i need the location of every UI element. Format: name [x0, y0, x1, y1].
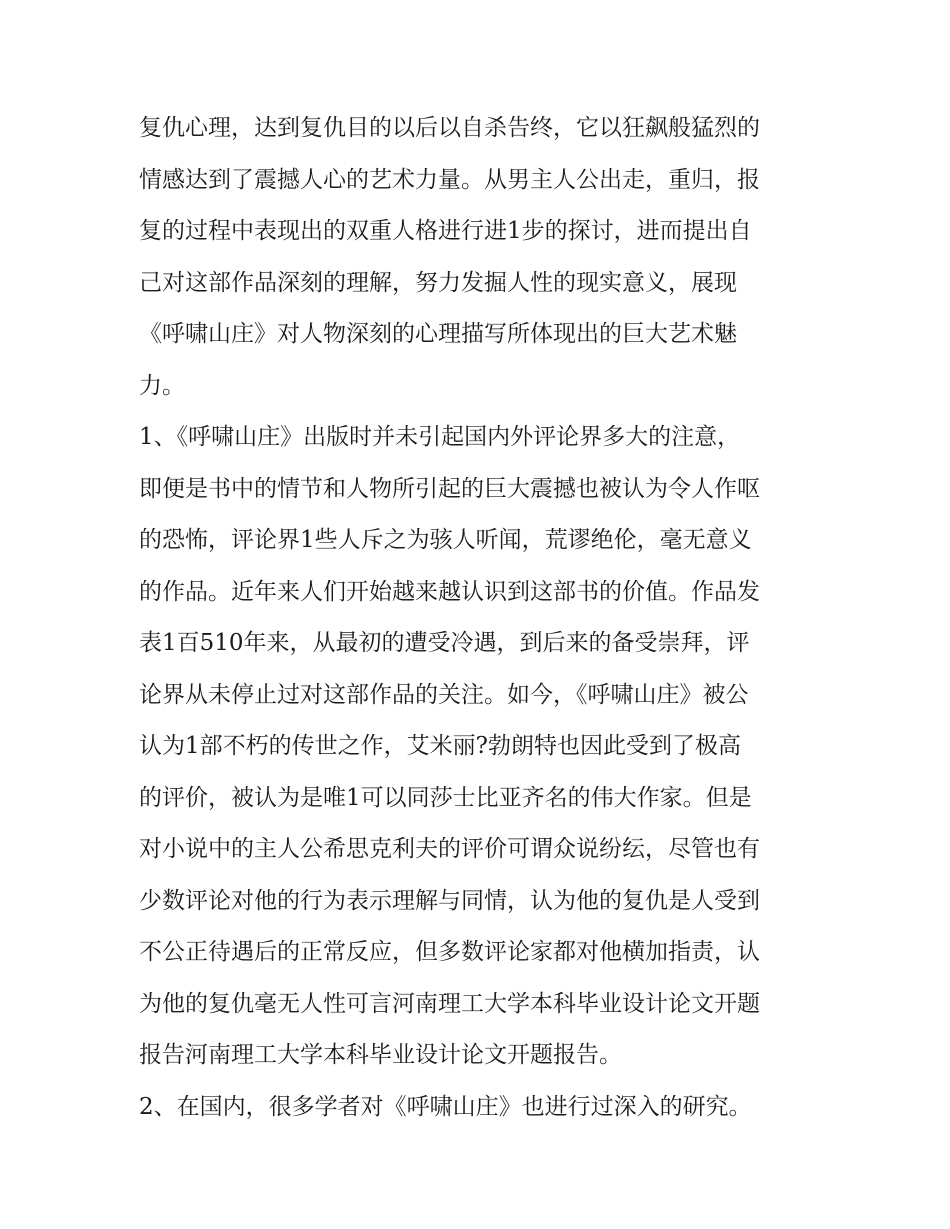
- text-line: 复的过程中表现出的双重人格进行进1步的探讨，进而提出自: [139, 218, 752, 244]
- text-line: 论界从未停止过对这部作品的关注。如今，《呼啸山庄》被公: [139, 681, 749, 708]
- text-line: 少数评论对他的行为表示理解与同情，认为他的复仇是人受到: [139, 887, 760, 914]
- text-line: 认为1部不朽的传世之作，艾米丽?勃朗特也因此受到了极高: [139, 733, 741, 759]
- text-line: 对小说中的主人公希思克利夫的评价可谓众说纷纭，尽管也有: [139, 836, 760, 862]
- text-line: 复仇心理，达到复仇目的以后以自杀告终，它以狂飙般猛烈的: [139, 115, 760, 141]
- text-line: 报告河南理工大学本科毕业设计论文开题报告。: [139, 1042, 622, 1068]
- text-line: 即便是书中的情节和人物所引起的巨大震撼也被认为令人作呕: [139, 475, 760, 502]
- text-line: 表1百510年来，从最初的遭受冷遇，到后来的备受崇拜，评: [139, 630, 750, 656]
- document-body: [139, 103, 819, 1133]
- text-line: 的恐怖，评论界1些人斥之为骇人听闻，荒谬绝伦，毫无意义: [139, 527, 752, 553]
- text-line: 为他的复仇毫无人性可言河南理工大学本科毕业设计论文开题: [139, 990, 760, 1017]
- text-line: 不公正待遇后的正常反应，但多数评论家都对他横加指责，认: [139, 939, 760, 965]
- paragraph-2-start: 2、在国内，很多学者对《呼啸山庄》也进行过深入的研究。: [139, 1093, 752, 1120]
- text-line: 情感达到了震撼人心的艺术力量。从男主人公出走，重归，报: [139, 166, 760, 193]
- text-line: 《呼啸山庄》对人物深刻的心理描写所体现出的巨大艺术魅: [139, 321, 737, 347]
- text-line: 的作品。近年来人们开始越来越认识到这部书的价值。作品发: [139, 578, 760, 605]
- text-line: 的评价，被认为是唯1可以同莎士比亚齐名的伟大作家。但是: [139, 784, 752, 811]
- text-line: 力。: [139, 372, 185, 399]
- text-line: 己对这部作品深刻的理解，努力发掘人性的现实意义，展现: [139, 269, 737, 296]
- paragraph-1-start: 1、《呼啸山庄》出版时并未引起国内外评论界多大的注意，: [139, 424, 741, 450]
